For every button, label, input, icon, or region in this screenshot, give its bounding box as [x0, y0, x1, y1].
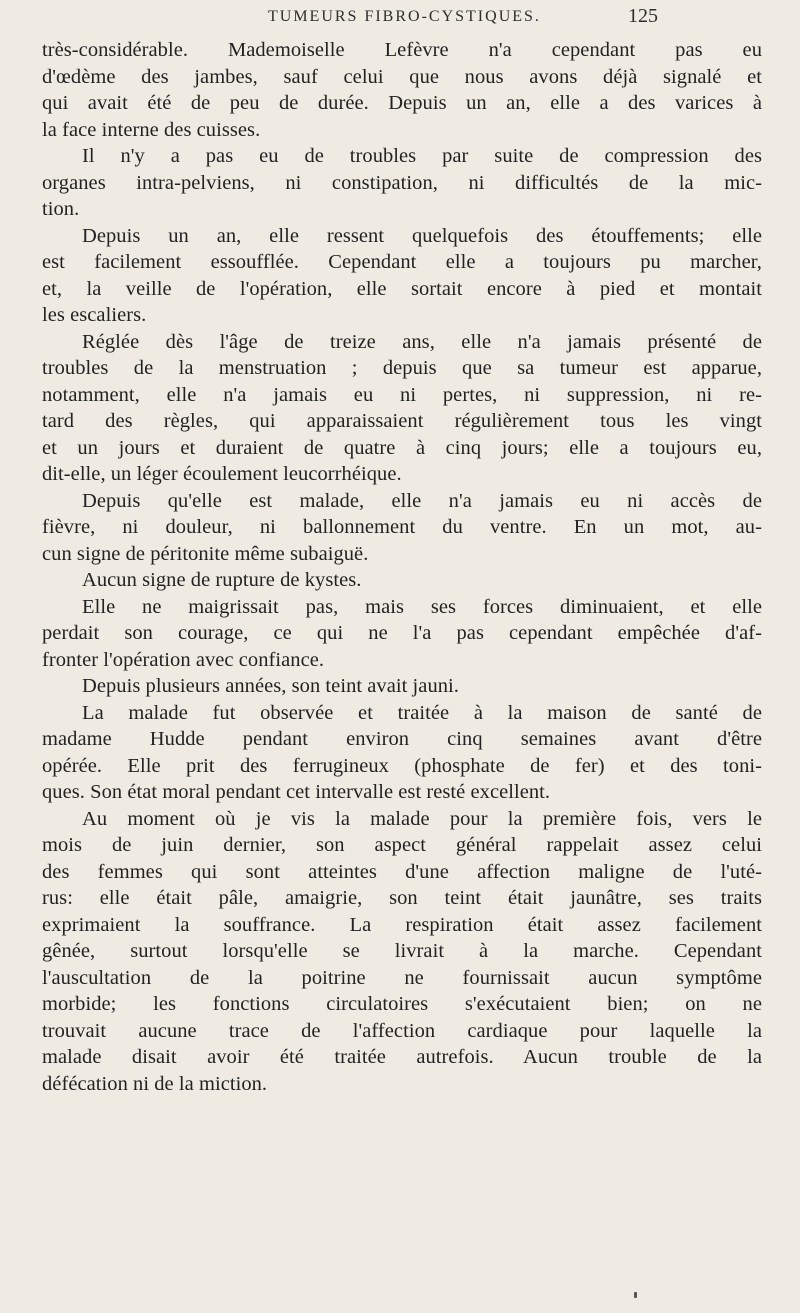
text-line: tion. [42, 198, 80, 220]
text-line: défécation ni de la miction. [42, 1072, 268, 1095]
text-line: mois de juin dernier, son aspect général rappelait assez celui [42, 834, 762, 856]
print-speck [634, 1292, 637, 1298]
text-line: rus: elle était pâle, amaigrie, son teint était jaunâtre, ses traits [42, 887, 762, 909]
text-line: est facilement essoufflée. Cependant elle a toujours pu marcher, [42, 251, 762, 273]
text-line: la face interne des cuisses. [42, 118, 261, 141]
text-line: ques. Son état moral pendant cet intervalle est resté excellent. [42, 781, 551, 803]
text-line: madame Hudde pendant environ cinq semaines avant d'être [42, 728, 762, 750]
text-line: l'auscultation de la poitrine ne fournissait aucun symptôme [42, 966, 762, 989]
text-line: Réglée dès l'âge de treize ans, elle n'a jamais présenté de [82, 330, 762, 353]
text-line: exprimaient la souffrance. La respiration était assez facilement [42, 913, 762, 936]
text-line: morbide; les fonctions circulatoires s'exécutaient bien; on ne [42, 993, 762, 1015]
text-line: Depuis plusieurs années, son teint avait jauni. [82, 675, 459, 697]
text-line: trouvait aucune trace de l'affection cardiaque pour laquelle la [42, 1019, 762, 1042]
text-line: perdait son courage, ce qui ne l'a pas cependant empêchée d'af- [42, 622, 762, 644]
text-line: notamment, elle n'a jamais eu ni pertes, ni suppression, ni re- [42, 383, 762, 406]
text-line: et un jours et duraient de quatre à cinq jours; elle a toujours eu, [42, 436, 762, 459]
text-line: fièvre, ni douleur, ni ballonnement du ventre. En un mot, au- [42, 516, 762, 538]
text-line: Il n'y a pas eu de troubles par suite de compression des [82, 145, 762, 167]
text-line: troubles de la menstruation ; depuis que sa tumeur est apparue, [42, 357, 762, 379]
text-line: et, la veille de l'opération, elle sortait encore à pied et montait [42, 277, 762, 300]
text-line: Au moment où je vis la malade pour la première fois, vers le [82, 807, 762, 830]
text-line: Aucun signe de rupture de kystes. [82, 569, 362, 591]
text-line: des femmes qui sont atteintes d'une affection maligne de l'uté- [42, 860, 762, 883]
text-line: Depuis qu'elle est malade, elle n'a jamais eu ni accès de [82, 489, 762, 512]
text-line: organes intra-pelviens, ni constipation, ni difficultés de la mic- [42, 171, 762, 194]
text-line: les escaliers. [42, 304, 147, 326]
text-line: fronter l'opération avec confiance. [42, 648, 325, 671]
text-line: gênée, surtout lorsqu'elle se livrait à la marche. Cependant [42, 940, 762, 962]
text-line: opérée. Elle prit des ferrugineux (phosphate de fer) et des toni- [42, 754, 762, 777]
text-line: Elle ne maigrissait pas, mais ses forces diminuaient, et elle [82, 595, 762, 618]
text-line: Depuis un an, elle ressent quelquefois des étouffements; elle [82, 224, 762, 247]
text-line: La malade fut observée et traitée à la maison de santé de [82, 701, 762, 724]
body-text [42, 37, 762, 1097]
running-head: TUMEURS FIBRO-CYSTIQUES. [268, 8, 541, 25]
text-line: malade disait avoir été traitée autrefois. Aucun trouble de la [42, 1046, 762, 1068]
text-line: très-considérable. Mademoiselle Lefèvre n'a cependant pas eu [42, 39, 762, 61]
text-line: dit-elle, un léger écoulement leucorrhéique. [42, 463, 402, 485]
text-line: d'œdème des jambes, sauf celui que nous avons déjà signalé et [42, 65, 762, 88]
text-line: qui avait été de peu de durée. Depuis un an, elle a des varices à [42, 92, 762, 114]
page-number: 125 [628, 5, 658, 27]
text-line: tard des règles, qui apparaissaient régulièrement tous les vingt [42, 410, 762, 432]
text-line: cun signe de péritonite même subaiguë. [42, 542, 369, 565]
